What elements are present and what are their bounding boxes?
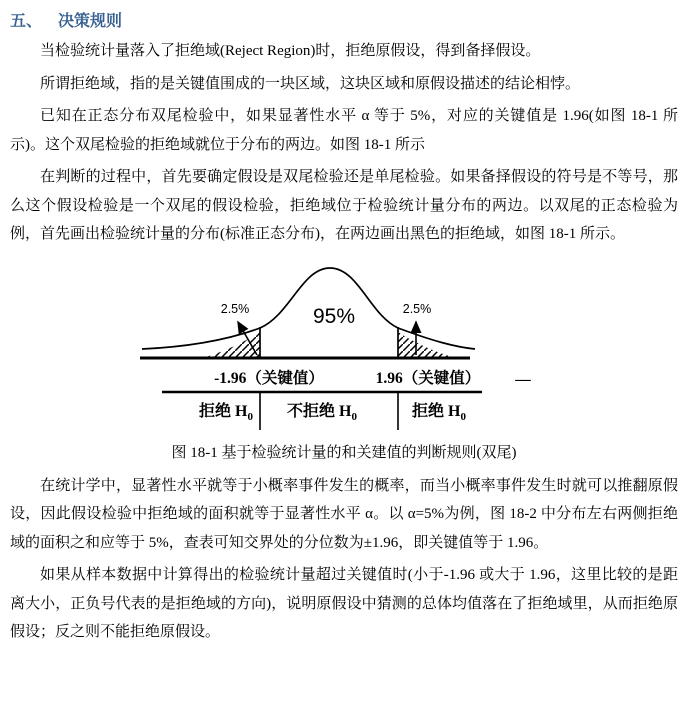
dash-mark: —: [515, 370, 531, 388]
paragraph-reject-region-definition: 所谓拒绝域，指的是关键值围成的一块区域，这块区域和原假设描述的结论相悖。: [40, 75, 581, 92]
left-critical-value-label: -1.96（关键值）: [214, 369, 324, 387]
region-label-not-reject: [287, 401, 357, 423]
region-label-reject-right-text: 拒绝 H: [412, 402, 461, 420]
region-label-not-reject-text: 不拒绝 H: [287, 402, 352, 420]
region-label-reject-right: [411, 401, 466, 423]
right-critical-value-label: 1.96（关键值）: [375, 369, 481, 387]
region-label-reject-left: [198, 401, 253, 423]
left-tail-percent-label: 2.5%: [220, 301, 250, 316]
figure-caption: 图 18-1 基于检验统计量的和关建值的判断规则(双尾): [171, 444, 517, 461]
section-number: 五、: [10, 13, 43, 30]
section-title: 决策规则: [58, 13, 123, 30]
paragraph-reject-region-intro: 当检验统计量落入了拒绝域(Reject Region)时，拒绝原假设，得到备择假设。: [40, 43, 541, 59]
paragraph-judgement-process: 在判断的过程中，首先要确定假设是双尾检验还是单尾检验。如果备择假设的符号是不等号，那么这个假设检验是一个双尾的假设检验，拒绝域位于检验统计量分布的两边。以双尾的正态检验为例，首先画出检验统计量的分布(标准正态分布)，在两边画出黑色的拒绝域，如图 18-1 所示。: [10, 169, 678, 242]
normal-distribution-diagram: [130, 253, 550, 439]
paragraph-significance-level: 在统计学中，显著性水平就等于小概率事件发生的概率，而当小概率事件发生时就可以推翻原假设，因此假设检验中拒绝域的面积就等于显著性水平 α。以 α=5%为例，图 18-2 中分布左右两侧拒绝域的面积之和应等于 5%，查表可知交界处的分位数为±1.96，即关键值等于 1.96。: [10, 477, 678, 551]
paragraph-exceed-critical-value: 如果从样本数据中计算得出的检验统计量超过关键值时(小于-1.96 或大于 1.96，这里比较的是距离大小，正负号代表的是拒绝域的方向)，说明原假设中猜测的总体均值落在了拒绝域里，从而拒绝原假设；反之则不能拒绝原假设。: [10, 567, 678, 640]
region-label-reject-left-text: 拒绝 H: [199, 402, 248, 420]
center-percent-label: 95%: [312, 304, 356, 328]
figure-18-1: [130, 253, 550, 439]
section-heading: [10, 8, 678, 31]
region-label-reject-right-sub: 0: [460, 410, 466, 423]
region-label-reject-left-sub: 0: [247, 410, 253, 423]
region-label-not-reject-sub: 0: [351, 410, 357, 423]
paragraph-two-tailed-critical-value: 已知在正态分布双尾检验中，如果显著性水平 α 等于 5%，对应的关键值是 1.96(如图 18-1 所示)。这个双尾检验的拒绝域就位于分布的两边。如图 18-1 所示: [10, 108, 678, 153]
right-tail-percent-label: 2.5%: [402, 301, 432, 316]
right-rejection-area: [398, 332, 452, 357]
